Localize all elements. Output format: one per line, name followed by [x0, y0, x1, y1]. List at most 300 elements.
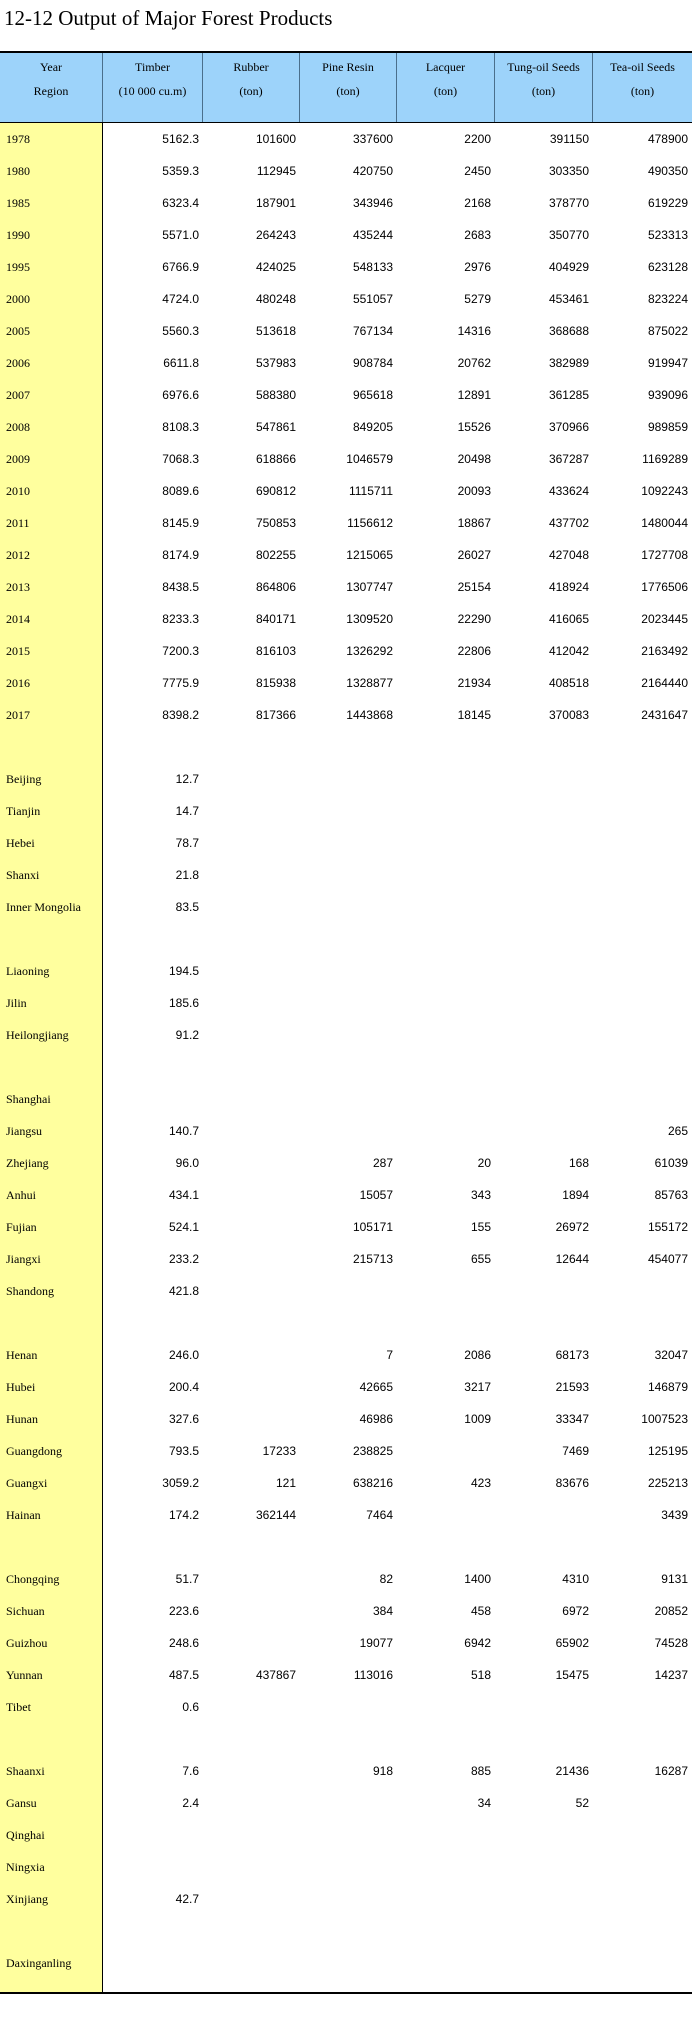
row-label: Hunan — [6, 1412, 38, 1426]
table-row — [0, 699, 692, 731]
table-cell: 215713 — [352, 1252, 393, 1266]
table-cell: 264243 — [255, 228, 296, 242]
table-cell: 7 — [386, 1348, 393, 1362]
row-label: Gansu — [6, 1796, 37, 1810]
table-cell: 91.2 — [175, 1028, 199, 1042]
table-cell: 2164440 — [641, 676, 688, 690]
row-label: 2000 — [6, 292, 30, 306]
table-cell: 989859 — [647, 420, 688, 434]
table-cell: 3217 — [464, 1380, 491, 1394]
table-row — [0, 1659, 692, 1691]
table-row — [0, 1371, 692, 1403]
table-cell: 15475 — [555, 1668, 589, 1682]
table-cell: 939096 — [647, 388, 688, 402]
table-cell: 458 — [470, 1604, 491, 1618]
column-header-unit: (ton) — [336, 84, 360, 98]
table-cell: 1400 — [464, 1572, 491, 1586]
table-cell: 7775.9 — [162, 676, 199, 690]
table-cell: 19077 — [359, 1636, 393, 1650]
table-cell: 65902 — [555, 1636, 589, 1650]
table-header — [0, 53, 692, 123]
table-row — [0, 1147, 692, 1179]
table-row — [0, 1819, 692, 1851]
table-row — [0, 155, 692, 187]
table-row — [0, 667, 692, 699]
table-cell: 6323.4 — [162, 196, 199, 210]
column-header-name: Tea-oil Seeds — [610, 60, 675, 74]
row-label: 2008 — [6, 420, 30, 434]
column-header-unit: (10 000 cu.m) — [118, 84, 187, 98]
table-cell: 20 — [477, 1156, 491, 1170]
table-cell: 875022 — [647, 324, 688, 338]
table-cell: 343946 — [352, 196, 393, 210]
table-cell: 6976.6 — [162, 388, 199, 402]
table-row — [0, 347, 692, 379]
row-label: Ningxia — [6, 1860, 45, 1874]
table-cell: 437702 — [548, 516, 589, 530]
table-cell: 125195 — [647, 1444, 688, 1458]
table-cell: 655 — [470, 1252, 491, 1266]
table-cell: 101600 — [255, 132, 296, 146]
table-cell: 187901 — [255, 196, 296, 210]
table-cell: 4724.0 — [162, 292, 199, 306]
table-row — [0, 891, 692, 923]
table-cell: 750853 — [255, 516, 296, 530]
table-cell: 524.1 — [168, 1220, 199, 1234]
table-cell: 2168 — [464, 196, 491, 210]
table-cell: 33347 — [555, 1412, 589, 1426]
table-cell: 793.5 — [168, 1444, 199, 1458]
table-cell: 83.5 — [175, 900, 199, 914]
table-cell: 174.2 — [168, 1508, 199, 1522]
table-cell: 1328877 — [346, 676, 393, 690]
table-cell: 1007523 — [641, 1412, 688, 1426]
table-cell: 7200.3 — [162, 644, 199, 658]
table-cell: 1443868 — [346, 708, 393, 722]
table-cell: 588380 — [255, 388, 296, 402]
table-cell: 18145 — [457, 708, 491, 722]
table-row — [0, 1531, 692, 1563]
row-label: Guizhou — [6, 1636, 48, 1650]
table-cell: 7.6 — [182, 1764, 199, 1778]
row-label: 2005 — [6, 324, 30, 338]
table-row — [0, 1403, 692, 1435]
column-header — [0, 53, 103, 122]
table-cell: 155172 — [647, 1220, 688, 1234]
row-label: Qinghai — [6, 1828, 45, 1842]
table-cell: 361285 — [548, 388, 589, 402]
table-cell: 22806 — [457, 644, 491, 658]
row-label: Inner Mongolia — [6, 900, 81, 914]
table-cell: 1169289 — [642, 452, 688, 466]
table-cell: 437867 — [255, 1668, 296, 1682]
table-cell: 427048 — [548, 548, 589, 562]
table-cell: 849205 — [352, 420, 393, 434]
table-cell: 3439 — [661, 1508, 688, 1522]
table-cell: 823224 — [647, 292, 688, 306]
table-row — [0, 763, 692, 795]
table-cell: 412042 — [548, 644, 589, 658]
table-cell: 74528 — [654, 1636, 688, 1650]
table-row — [0, 859, 692, 891]
table-cell: 537983 — [255, 356, 296, 370]
table-row — [0, 251, 692, 283]
row-label: 2012 — [6, 548, 30, 562]
table-cell: 20852 — [654, 1604, 688, 1618]
table-row — [0, 475, 692, 507]
row-label: Tibet — [6, 1700, 31, 1714]
table-cell: 454077 — [647, 1252, 688, 1266]
table-cell: 919947 — [647, 356, 688, 370]
table-row — [0, 635, 692, 667]
table-cell: 146879 — [647, 1380, 688, 1394]
table-row — [0, 1755, 692, 1787]
table-cell: 155 — [470, 1220, 491, 1234]
table-cell: 8145.9 — [162, 516, 199, 530]
table-cell: 802255 — [255, 548, 296, 562]
table-cell: 548133 — [352, 260, 393, 274]
table-row — [0, 1083, 692, 1115]
table-row — [0, 571, 692, 603]
column-header — [300, 53, 397, 122]
table-cell: 480248 — [255, 292, 296, 306]
column-header-name: Lacquer — [425, 60, 466, 74]
table-row — [0, 539, 692, 571]
table-row — [0, 1435, 692, 1467]
table-cell: 15526 — [457, 420, 491, 434]
table-cell: 15057 — [359, 1188, 393, 1202]
table-cell: 78.7 — [175, 836, 199, 850]
column-header — [593, 53, 692, 122]
table-cell: 68173 — [555, 1348, 589, 1362]
table-cell: 194.5 — [168, 964, 199, 978]
table-cell: 337600 — [352, 132, 393, 146]
table-cell: 52 — [575, 1796, 589, 1810]
row-label: 2010 — [6, 484, 30, 498]
table-cell: 2200 — [464, 132, 491, 146]
table-cell: 8438.5 — [162, 580, 199, 594]
table-row — [0, 283, 692, 315]
table-cell: 1009 — [464, 1412, 491, 1426]
table-row — [0, 1627, 692, 1659]
table-cell: 168 — [568, 1156, 589, 1170]
table-cell: 34 — [477, 1796, 491, 1810]
table-row — [0, 1179, 692, 1211]
table-cell: 265 — [667, 1124, 688, 1138]
table-cell: 2683 — [464, 228, 491, 242]
table-cell: 2023445 — [641, 612, 688, 626]
table-cell: 416065 — [548, 612, 589, 626]
table-cell: 1215065 — [346, 548, 393, 562]
table-cell: 378770 — [548, 196, 589, 210]
table-cell: 6611.8 — [163, 356, 199, 370]
table-cell: 1480044 — [641, 516, 688, 530]
table-cell: 32047 — [654, 1348, 688, 1362]
table-cell: 2450 — [464, 164, 491, 178]
row-label: 1990 — [6, 228, 30, 242]
table-cell: 343 — [470, 1188, 491, 1202]
table-cell: 2086 — [464, 1348, 491, 1362]
table-cell: 391150 — [549, 132, 589, 146]
table-cell: 370966 — [548, 420, 589, 434]
table-cell: 20762 — [457, 356, 491, 370]
row-label: Xinjiang — [6, 1892, 48, 1906]
table-cell: 18867 — [457, 516, 491, 530]
column-header-name: Tung-oil Seeds — [507, 60, 580, 74]
table-cell: 551057 — [352, 292, 393, 306]
table-cell: 327.6 — [168, 1412, 199, 1426]
table-cell: 113016 — [353, 1668, 393, 1682]
column-header-name: Pine Resin — [322, 60, 374, 74]
table-cell: 523313 — [647, 228, 688, 242]
table-row — [0, 1275, 692, 1307]
table-cell: 1092243 — [641, 484, 688, 498]
table-cell: 96.0 — [175, 1156, 199, 1170]
table-cell: 8089.6 — [162, 484, 199, 498]
table-cell: 7068.3 — [162, 452, 199, 466]
table-cell: 8233.3 — [162, 612, 199, 626]
table-cell: 22290 — [457, 612, 491, 626]
table-row — [0, 987, 692, 1019]
table-cell: 817366 — [255, 708, 296, 722]
table-cell: 547861 — [255, 420, 296, 434]
row-label: Heilongjiang — [6, 1028, 69, 1042]
table-cell: 1115711 — [348, 484, 393, 498]
column-header-unit: (ton) — [630, 84, 655, 98]
table-cell: 1307747 — [346, 580, 393, 594]
table-row — [0, 1563, 692, 1595]
table-cell: 623128 — [647, 260, 688, 274]
row-label: Jiangxi — [6, 1252, 41, 1266]
row-label: Anhui — [6, 1188, 36, 1202]
table-cell: 384 — [372, 1604, 393, 1618]
table-cell: 1156612 — [347, 516, 393, 530]
row-label: 2013 — [6, 580, 30, 594]
table-row — [0, 603, 692, 635]
row-label: Jilin — [6, 996, 27, 1010]
row-label: Liaoning — [6, 964, 50, 978]
table-row — [0, 955, 692, 987]
table-cell: 14.7 — [175, 804, 199, 818]
table-cell: 21436 — [555, 1764, 589, 1778]
table-cell: 21.8 — [175, 868, 199, 882]
table-cell: 885 — [470, 1764, 491, 1778]
column-header-unit: (ton) — [531, 84, 556, 98]
table-row — [0, 1467, 692, 1499]
table-cell: 816103 — [255, 644, 296, 658]
table-row — [0, 379, 692, 411]
table-cell: 121 — [275, 1476, 296, 1490]
table-cell: 303350 — [548, 164, 589, 178]
row-label: Yunnan — [6, 1668, 43, 1682]
table-cell: 618866 — [255, 452, 296, 466]
table-cell: 6766.9 — [162, 260, 199, 274]
table-cell: 248.6 — [168, 1636, 199, 1650]
table-cell: 404929 — [548, 260, 589, 274]
table-row — [0, 1019, 692, 1051]
table-cell: 8174.9 — [162, 548, 199, 562]
table-cell: 7469 — [562, 1444, 589, 1458]
row-label: 1985 — [6, 196, 30, 210]
row-label: 1978 — [6, 132, 30, 146]
column-header — [203, 53, 300, 122]
table-row — [0, 507, 692, 539]
table-cell: 21934 — [457, 676, 491, 690]
table-cell: 25154 — [457, 580, 491, 594]
table-cell: 5571.0 — [162, 228, 199, 242]
table-row — [0, 1691, 692, 1723]
table-cell: 140.7 — [168, 1124, 199, 1138]
row-label: Hubei — [6, 1380, 36, 1394]
table-cell: 5359.3 — [162, 164, 199, 178]
table-cell: 1776506 — [641, 580, 688, 594]
row-label: 1980 — [6, 164, 30, 178]
table-cell: 9131 — [661, 1572, 688, 1586]
table-cell: 690812 — [255, 484, 296, 498]
table-cell: 287 — [372, 1156, 393, 1170]
table-cell: 42665 — [359, 1380, 393, 1394]
table-cell: 82 — [379, 1572, 393, 1586]
table-cell: 918 — [372, 1764, 393, 1778]
table-cell: 513618 — [255, 324, 296, 338]
table-cell: 8398.2 — [162, 708, 199, 722]
row-label: Chongqing — [6, 1572, 60, 1586]
table-cell: 105171 — [352, 1220, 393, 1234]
row-label: Fujian — [6, 1220, 37, 1234]
table-cell: 12644 — [555, 1252, 589, 1266]
table-row — [0, 923, 692, 955]
table-cell: 382989 — [548, 356, 589, 370]
column-header-name: Rubber — [233, 60, 269, 74]
table-cell: 490350 — [647, 164, 688, 178]
table-cell: 370083 — [548, 708, 589, 722]
table-cell: 435244 — [352, 228, 393, 242]
table-cell: 233.2 — [168, 1252, 199, 1266]
table-cell: 17233 — [262, 1444, 296, 1458]
table-cell: 518 — [470, 1668, 491, 1682]
table-cell: 0.6 — [182, 1700, 199, 1714]
table-row — [0, 1723, 692, 1755]
table-cell: 367287 — [548, 452, 589, 466]
table-cell: 185.6 — [168, 996, 199, 1010]
table-cell: 46986 — [359, 1412, 393, 1426]
table-cell: 421.8 — [168, 1284, 199, 1298]
table-cell: 362144 — [255, 1508, 296, 1522]
table-cell: 368688 — [548, 324, 589, 338]
table-cell: 6972 — [562, 1604, 589, 1618]
table-cell: 20093 — [457, 484, 491, 498]
table-cell: 42.7 — [175, 1892, 199, 1906]
row-label: 2014 — [6, 612, 30, 626]
table-row — [0, 411, 692, 443]
table-row — [0, 731, 692, 763]
table-row — [0, 1947, 692, 1979]
row-label: 2016 — [6, 676, 30, 690]
table-cell: 350770 — [548, 228, 589, 242]
table-cell: 14237 — [654, 1668, 688, 1682]
table-row — [0, 1851, 692, 1883]
table-cell: 223.6 — [168, 1604, 199, 1618]
table-row — [0, 1211, 692, 1243]
table-row — [0, 443, 692, 475]
table-cell: 16287 — [654, 1764, 688, 1778]
table-cell: 12891 — [457, 388, 491, 402]
row-label: Guangxi — [6, 1476, 48, 1490]
table-row — [0, 1787, 692, 1819]
table-cell: 408518 — [548, 676, 589, 690]
table-row — [0, 1499, 692, 1531]
table-row — [0, 1307, 692, 1339]
data-table — [0, 51, 692, 1994]
table-cell: 424025 — [255, 260, 296, 274]
table-cell: 12.7 — [175, 772, 199, 786]
table-row — [0, 1051, 692, 1083]
row-label: 2017 — [6, 708, 30, 722]
page-title: 12-12 Output of Major Forest Products — [4, 6, 333, 30]
table-row — [0, 219, 692, 251]
table-row — [0, 1339, 692, 1371]
column-header-name: Year — [39, 60, 63, 74]
table-row — [0, 827, 692, 859]
table-cell: 487.5 — [168, 1668, 199, 1682]
table-cell: 434.1 — [168, 1188, 199, 1202]
table-cell: 83676 — [555, 1476, 589, 1490]
table-cell: 908784 — [352, 356, 393, 370]
table-cell: 433624 — [548, 484, 589, 498]
table-row — [0, 123, 692, 155]
row-label: 2009 — [6, 452, 30, 466]
table-cell: 2431647 — [641, 708, 688, 722]
row-label: 2011 — [6, 516, 30, 530]
table-row — [0, 187, 692, 219]
table-cell: 85763 — [654, 1188, 688, 1202]
table-cell: 2.4 — [182, 1796, 199, 1810]
row-label: 2007 — [6, 388, 30, 402]
table-cell: 8108.3 — [162, 420, 199, 434]
table-cell: 238825 — [352, 1444, 393, 1458]
table-cell: 26027 — [457, 548, 491, 562]
table-cell: 864806 — [255, 580, 296, 594]
table-cell: 767134 — [352, 324, 393, 338]
table-cell: 4310 — [562, 1572, 589, 1586]
table-row — [0, 795, 692, 827]
table-cell: 225213 — [647, 1476, 688, 1490]
table-cell: 5560.3 — [162, 324, 199, 338]
table-row — [0, 315, 692, 347]
table-cell: 5279 — [464, 292, 491, 306]
row-label: Hebei — [6, 836, 35, 850]
column-header-name: Timber — [135, 60, 170, 74]
row-label: Shanghai — [6, 1092, 51, 1106]
table-cell: 5162.3 — [162, 132, 199, 146]
row-label: Sichuan — [6, 1604, 45, 1618]
table-row — [0, 1595, 692, 1627]
column-header — [495, 53, 593, 122]
table-cell: 112945 — [256, 164, 296, 178]
column-header — [103, 53, 203, 122]
column-header-unit: (ton) — [239, 84, 263, 98]
table-cell: 423 — [470, 1476, 491, 1490]
table-cell: 815938 — [255, 676, 296, 690]
row-label: Shandong — [6, 1284, 54, 1298]
table-cell: 1894 — [562, 1188, 589, 1202]
row-label: 2006 — [6, 356, 30, 370]
table-cell: 418924 — [548, 580, 589, 594]
row-label: Hainan — [6, 1508, 41, 1522]
row-label: Jiangsu — [6, 1124, 42, 1138]
table-cell: 965618 — [352, 388, 393, 402]
table-row — [0, 1243, 692, 1275]
